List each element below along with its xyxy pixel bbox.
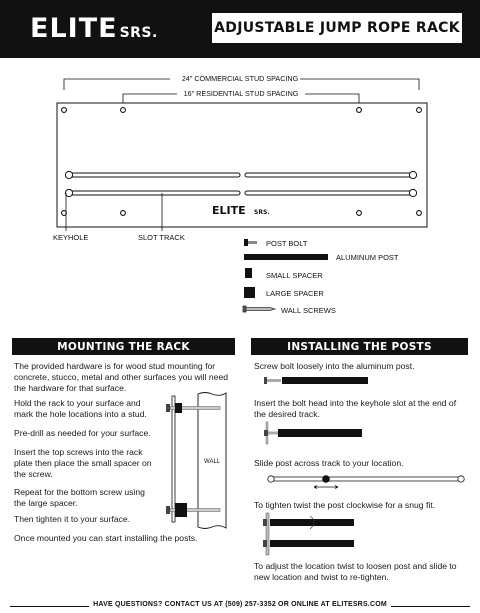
plate-logo-suffix: SRS. (254, 209, 270, 216)
post-icon (270, 519, 354, 526)
slot-track-label: SLOT TRACK (138, 233, 185, 242)
footer-contact (0, 601, 480, 608)
bolt-icon (264, 377, 267, 384)
post-bolt-icon (244, 239, 257, 246)
post-icon (270, 540, 354, 547)
side-mount-diagram (160, 390, 240, 530)
mounting-heading: MOUNTING THE RACK (12, 338, 235, 355)
wall-label: WALL (204, 459, 221, 465)
tighten-post-diagram (262, 512, 372, 556)
slide-arrows-icon (314, 486, 338, 489)
mounting-step-6: Then tighten it to your surface. (14, 514, 131, 524)
footer-contact-text: HAVE QUESTIONS? CONTACT US AT (509) 257-3352 OR ONLINE AT ELITESRS.COM (89, 601, 391, 608)
logo-main: ELITE (30, 13, 118, 44)
legend-label-large-spacer: LARGE SPACER (266, 289, 324, 298)
hole-bottom-right (417, 211, 422, 216)
side-small-spacer (175, 403, 182, 413)
hole-top-3 (357, 108, 362, 113)
legend-label-post-bolt: POST BOLT (266, 239, 308, 248)
installing-step-3: Slide post across track to your location. (254, 458, 404, 468)
wall-screws-icon (243, 306, 275, 312)
legend-label-small-spacer: SMALL SPACER (266, 271, 323, 280)
mounting-step-4: Insert the top screws into the rack plate then place the small spacer on the screw. (14, 447, 152, 479)
residential-spacing-label: 16" RESIDENTIAL STUD SPACING (183, 89, 299, 98)
hole-top-right (417, 108, 422, 113)
rack-diagram (0, 60, 480, 330)
installing-step-4: To tighten twist the post clockwise for a snug fit. (254, 500, 436, 510)
logo-suffix: SRS. (119, 25, 158, 41)
hole-bottom-2 (121, 211, 126, 216)
plate-logo-main: ELITE (212, 204, 246, 217)
legend-label-wall-screws: WALL SCREWS (281, 306, 336, 315)
installing-step-5: To adjust the location twist to loosen post and slide to new location and twist to re-tighten. (254, 561, 457, 582)
side-large-spacer (175, 503, 187, 517)
installing-step-2: Insert the bolt head into the keyhole slot at the end of the desired track. (254, 398, 457, 419)
mounting-step-7: Once mounted you can start installing the posts. (14, 533, 198, 543)
page-title: ADJUSTABLE JUMP ROPE RACK (214, 20, 460, 36)
brand-logo (30, 13, 158, 43)
bolt-into-post-diagram (264, 374, 374, 388)
commercial-spacing-label: 24" COMMERCIAL STUD SPACING (181, 74, 299, 83)
aluminum-post-icon (244, 254, 328, 260)
hole-bottom-3 (357, 211, 362, 216)
installing-heading: INSTALLING THE POSTS (251, 338, 468, 355)
large-spacer-icon (244, 287, 255, 298)
legend-label-aluminum-post: ALUMINUM POST (336, 253, 399, 262)
slide-track-diagram (266, 471, 472, 491)
installing-step-1: Screw bolt loosely into the aluminum post. (254, 361, 415, 371)
post-icon (278, 429, 362, 437)
insert-keyhole-diagram (262, 420, 372, 446)
mounting-step-3: Pre-drill as needed for your surface. (14, 428, 151, 438)
mounting-step-2: Hold the rack to your surface and mark the hole locations into a stud. (14, 398, 147, 419)
title-box (212, 13, 462, 43)
page-header (0, 0, 480, 58)
post-icon (282, 377, 368, 384)
mounting-step-5: Repeat for the bottom screw using the large spacer. (14, 487, 145, 508)
post-position-dot (322, 475, 330, 483)
hole-top-left (62, 108, 67, 113)
small-spacer-icon (245, 268, 252, 278)
mounting-step-1: The provided hardware is for wood stud mounting for concrete, stucco, metal and other surfaces you will need the hardware for that surface. (14, 361, 229, 393)
side-rack-plate (172, 396, 175, 522)
hole-top-2 (121, 108, 126, 113)
keyhole-label: KEYHOLE (53, 233, 89, 242)
